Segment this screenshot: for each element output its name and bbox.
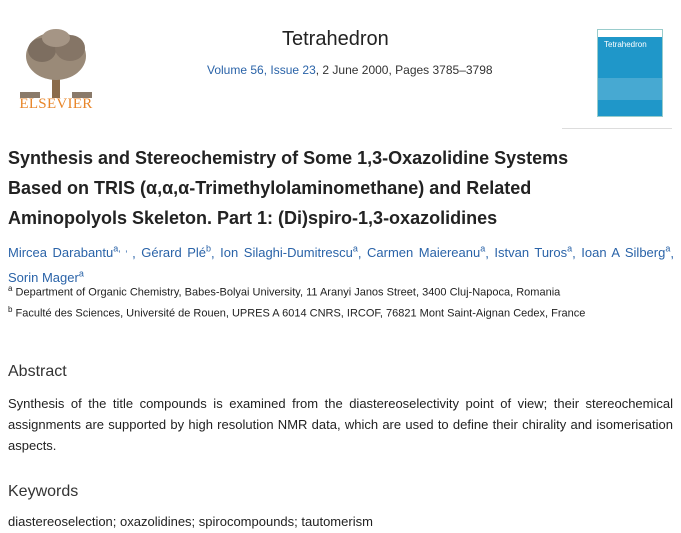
volume-issue-link[interactable]: Volume 56, Issue 23 <box>207 63 316 77</box>
author-link[interactable]: Ioan A Silberg$^a$ <box>581 244 671 261</box>
author-link[interactable]: Gérard Plé$^b$ <box>141 244 212 261</box>
article-header <box>0 0 681 130</box>
date-pages: , 2 June 2000, Pages 3785–3798 <box>315 63 493 77</box>
author-link[interactable]: Carmen Maiereanu$^a$ <box>367 244 486 261</box>
abstract-heading: Abstract <box>8 363 67 380</box>
journal-title[interactable]: Tetrahedron <box>282 28 389 50</box>
author-link[interactable]: Mircea Darabantu$^{a, ,}$ <box>8 244 133 261</box>
affiliation-marker: a <box>8 284 13 293</box>
title-line: Aminopolyols Skeleton. Part 1: (Di)spiro-1,3-oxazolidines <box>8 208 498 228</box>
affiliation-text: Department of Organic Chemistry, Babes-Bolyai University, 11 Aranyi Janos Street, 3400 Cluj-Napoca, Romania <box>15 286 561 299</box>
header-divider <box>562 128 672 129</box>
affiliation <box>8 305 585 320</box>
author-link[interactable]: Istvan Turos$^a$ <box>494 244 573 261</box>
abstract-text: Synthesis of the title compounds is examined from the diastereoselectivity point of view; their stereochemical assignments are supported by high resolution NMR data, which are used to define their chirality and isomerisation aspects. <box>8 396 673 453</box>
cover-title: Tetrahedron <box>604 40 647 49</box>
author-list: Mircea Darabantu$^{a, ,}$ , Gérard Plé$^b$, Ion Silaghi-Dumitrescu$^a$, Carmen Maiereanu$^a$, Istvan Turos$^a$, Ioan A Silberg$^a$, Sorin Mager$^a$ <box>8 244 674 285</box>
author-link[interactable]: Sorin Mager$^a$ <box>8 268 84 285</box>
citation <box>207 63 493 77</box>
affiliation-marker: b <box>8 305 13 314</box>
affiliation-text: Faculté des Sciences, Université de Rouen, UPRES A 6014 CNRS, IRCOF, 76821 Mont Saint-Aignan Cedex, France <box>15 307 586 320</box>
author-link[interactable]: Ion Silaghi-Dumitrescu$^a$ <box>220 244 358 261</box>
keywords-text: diastereoselection; oxazolidines; spirocompounds; tautomerism <box>8 514 373 529</box>
cover-band <box>598 78 663 100</box>
affiliation <box>8 284 560 299</box>
publisher-name: ELSEVIER <box>19 96 93 112</box>
journal-cover-thumbnail[interactable] <box>597 29 663 117</box>
title-line: Synthesis and Stereochemistry of Some 1,3-Oxazolidine Systems <box>8 148 569 168</box>
keywords-heading: Keywords <box>8 483 79 500</box>
title-line: Based on TRIS (α,α,α-Trimethylolaminomethane) and Related <box>8 178 532 198</box>
article-title <box>8 143 668 233</box>
